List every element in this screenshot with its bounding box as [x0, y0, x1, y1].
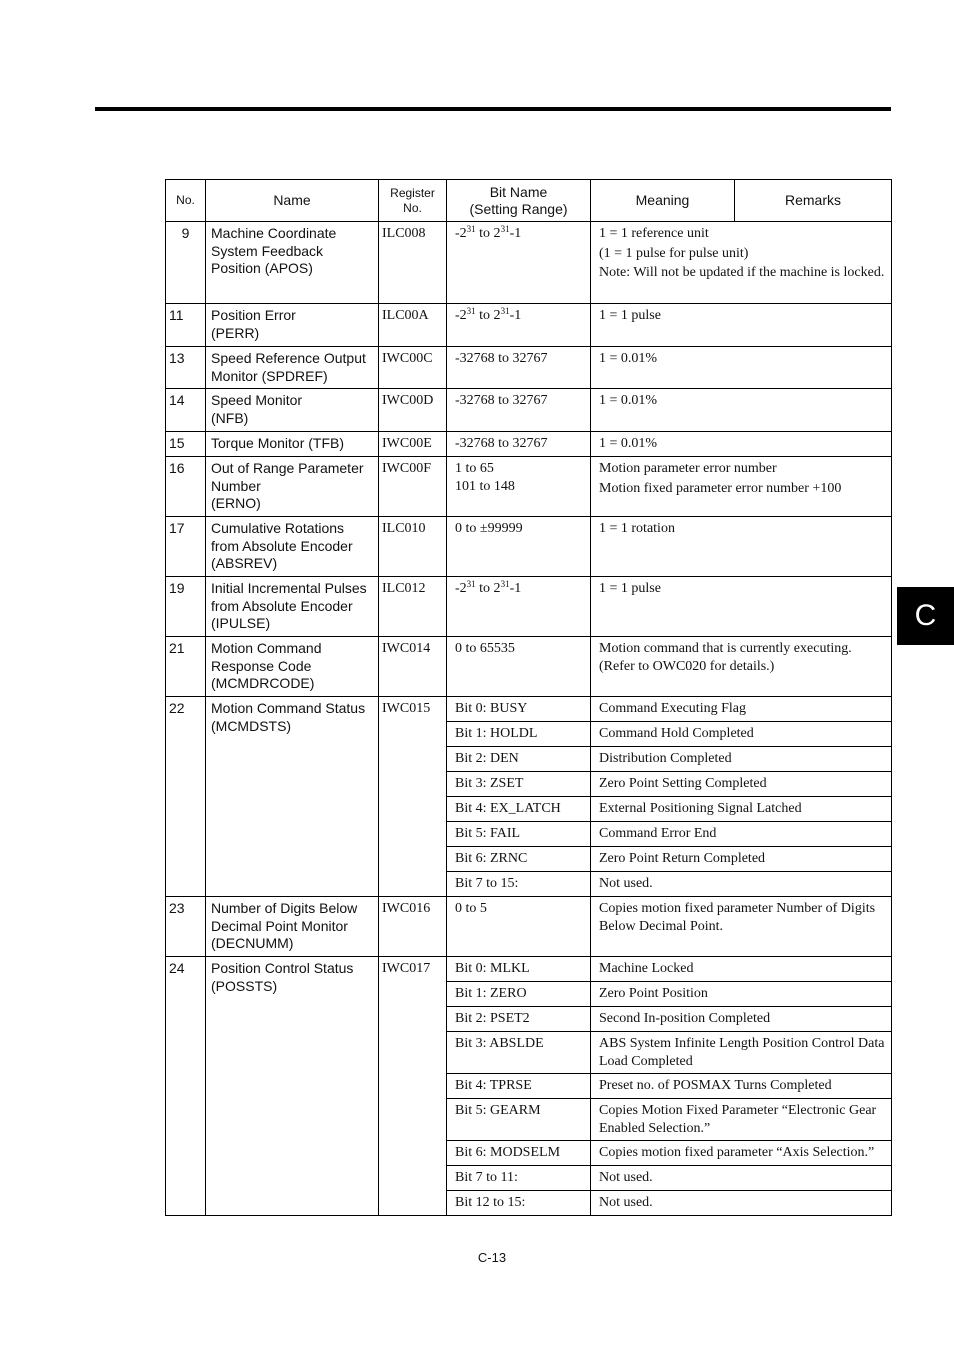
header-bit-line2: (Setting Range)	[469, 200, 568, 217]
bit-meaning: ABS System Infinite Length Position Control Data Load Completed	[591, 1032, 892, 1074]
meaning	[591, 457, 892, 517]
header-register-line1: Register	[390, 185, 435, 200]
bit-meaning: Not used.	[591, 872, 892, 897]
register-number: IWC00D	[379, 389, 447, 432]
header-register-line2: No.	[403, 200, 422, 215]
meaning: Copies motion fixed parameter Number of Digits Below Decimal Point.	[591, 897, 892, 957]
bit-name: Bit 7 to 15:	[447, 872, 591, 897]
meaning: 1 = 1 rotation	[591, 517, 892, 577]
meaning-line: (1 = 1 pulse for pulse unit)	[599, 245, 749, 261]
meaning-line: Motion fixed parameter error number +100	[599, 480, 842, 496]
setting-range	[447, 577, 591, 637]
bit-meaning: Machine Locked	[591, 957, 892, 982]
table-row	[166, 457, 892, 517]
register-name: Torque Monitor (TFB)	[206, 432, 379, 457]
row-number: 11	[166, 304, 206, 347]
bit-meaning: Command Error End	[591, 822, 892, 847]
bit-name: Bit 5: GEARM	[447, 1099, 591, 1141]
bit-name: Bit 7 to 11:	[447, 1166, 591, 1191]
range-exponent: 31	[500, 224, 510, 234]
bit-meaning: Second In-position Completed	[591, 1007, 892, 1032]
bit-meaning: Zero Point Return Completed	[591, 847, 892, 872]
row-number: 14	[166, 389, 206, 432]
row-number: 16	[166, 457, 206, 517]
row-number: 19	[166, 577, 206, 637]
header-bit-name	[447, 180, 591, 222]
setting-range	[447, 304, 591, 347]
bit-name: Bit 0: BUSY	[447, 697, 591, 722]
table-row	[166, 432, 892, 457]
top-rule	[95, 107, 891, 111]
range-tail: -1	[509, 581, 522, 596]
register-name: Speed Monitor (NFB)	[206, 389, 379, 432]
bit-name: Bit 1: ZERO	[447, 982, 591, 1007]
bit-meaning: Distribution Completed	[591, 747, 892, 772]
range-exponent: 31	[500, 579, 510, 589]
header-row	[166, 180, 892, 222]
row-number: 21	[166, 637, 206, 697]
row-number: 17	[166, 517, 206, 577]
meaning: Motion command that is currently executing. (Refer to OWC020 for details.)	[591, 637, 892, 697]
page-number: C-13	[477, 1250, 507, 1265]
register-name: Out of Range Parameter Number (ERNO)	[206, 457, 379, 517]
range-exponent: 31	[500, 306, 510, 316]
bit-meaning: Copies Motion Fixed Parameter “Electronic Gear Enabled Selection.”	[591, 1099, 892, 1141]
register-name: Speed Reference Output Monitor (SPDREF)	[206, 347, 379, 389]
bit-meaning: Not used.	[591, 1166, 892, 1191]
register-name: Machine Coordinate System Feedback Position (APOS)	[206, 222, 379, 304]
table-row	[166, 347, 892, 389]
bit-name: Bit 6: ZRNC	[447, 847, 591, 872]
register-number: ILC008	[379, 222, 447, 304]
range-tail: -1	[509, 308, 522, 323]
section-tab: C	[897, 587, 954, 645]
meaning-line: 1 = 1 reference unit	[599, 226, 709, 241]
range-base: -2	[455, 581, 467, 596]
header-meaning: Meaning	[591, 180, 735, 222]
meaning-line: Note: Will not be updated if the machine is locked.	[599, 265, 885, 280]
table-row	[166, 577, 892, 637]
range-exponent: 31	[466, 306, 476, 316]
register-number: IWC015	[379, 697, 447, 897]
register-number: IWC016	[379, 897, 447, 957]
bit-meaning: Zero Point Position	[591, 982, 892, 1007]
register-name: Motion Command Response Code (MCMDRCODE)	[206, 637, 379, 697]
register-number: IWC00F	[379, 457, 447, 517]
meaning: 1 = 0.01%	[591, 347, 892, 389]
register-number: ILC012	[379, 577, 447, 637]
setting-range: 0 to 65535	[447, 637, 591, 697]
bit-name: Bit 2: DEN	[447, 747, 591, 772]
meaning	[591, 222, 892, 304]
bit-name: Bit 5: FAIL	[447, 822, 591, 847]
register-name: Position Error (PERR)	[206, 304, 379, 347]
meaning-line: Motion parameter error number	[599, 461, 777, 476]
table-row	[166, 637, 892, 697]
register-number: IWC017	[379, 957, 447, 1216]
register-number: ILC00A	[379, 304, 447, 347]
register-number: ILC010	[379, 517, 447, 577]
meaning: 1 = 0.01%	[591, 389, 892, 432]
bit-meaning: Not used.	[591, 1191, 892, 1216]
range-to: to 2	[475, 581, 501, 596]
bit-name: Bit 4: TPRSE	[447, 1074, 591, 1099]
bit-meaning: Command Hold Completed	[591, 722, 892, 747]
bit-name: Bit 12 to 15:	[447, 1191, 591, 1216]
setting-range	[447, 222, 591, 304]
table-row	[166, 389, 892, 432]
range-tail: -1	[509, 226, 522, 241]
register-number: IWC00C	[379, 347, 447, 389]
register-number: IWC00E	[379, 432, 447, 457]
row-number: 13	[166, 347, 206, 389]
register-name: Number of Digits Below Decimal Point Monitor (DECNUMM)	[206, 897, 379, 957]
bit-meaning: External Positioning Signal Latched	[591, 797, 892, 822]
register-table	[165, 179, 892, 1216]
header-register	[379, 180, 447, 222]
table-row	[166, 304, 892, 347]
range-base: -2	[455, 226, 467, 241]
range-exponent: 31	[466, 224, 476, 234]
meaning: 1 = 1 pulse	[591, 304, 892, 347]
bit-name: Bit 4: EX_LATCH	[447, 797, 591, 822]
header-name: Name	[206, 180, 379, 222]
table-row	[166, 957, 892, 982]
table-row	[166, 517, 892, 577]
range-to: to 2	[475, 308, 501, 323]
row-number: 9	[166, 222, 206, 304]
table-row	[166, 697, 892, 722]
table-row	[166, 222, 892, 304]
bit-meaning: Command Executing Flag	[591, 697, 892, 722]
range-base: -2	[455, 308, 467, 323]
setting-range: -32768 to 32767	[447, 432, 591, 457]
table-row	[166, 897, 892, 957]
bit-name: Bit 1: HOLDL	[447, 722, 591, 747]
meaning: 1 = 1 pulse	[591, 577, 892, 637]
bit-name: Bit 2: PSET2	[447, 1007, 591, 1032]
setting-range: 0 to ±99999	[447, 517, 591, 577]
header-bit-line1: Bit Name	[489, 183, 548, 200]
row-number: 23	[166, 897, 206, 957]
bit-meaning: Copies motion fixed parameter “Axis Selection.”	[591, 1141, 892, 1166]
header-remarks: Remarks	[735, 180, 892, 222]
header-no: No.	[166, 180, 206, 222]
register-number: IWC014	[379, 637, 447, 697]
row-number: 15	[166, 432, 206, 457]
bit-meaning: Zero Point Setting Completed	[591, 772, 892, 797]
register-name: Initial Incremental Pulses from Absolute Encoder (IPULSE)	[206, 577, 379, 637]
setting-range: 0 to 5	[447, 897, 591, 957]
row-number: 24	[166, 957, 206, 1216]
bit-meaning: Preset no. of POSMAX Turns Completed	[591, 1074, 892, 1099]
bit-name: Bit 0: MLKL	[447, 957, 591, 982]
setting-range: -32768 to 32767	[447, 347, 591, 389]
meaning: 1 = 0.01%	[591, 432, 892, 457]
register-name: Cumulative Rotations from Absolute Encoder (ABSREV)	[206, 517, 379, 577]
bit-name: Bit 3: ABSLDE	[447, 1032, 591, 1074]
bit-name: Bit 6: MODSELM	[447, 1141, 591, 1166]
setting-range: 1 to 65 101 to 148	[447, 457, 591, 517]
register-name: Motion Command Status (MCMDSTS)	[206, 697, 379, 897]
register-name: Position Control Status (POSSTS)	[206, 957, 379, 1216]
range-to: to 2	[475, 226, 501, 241]
setting-range: -32768 to 32767	[447, 389, 591, 432]
row-number: 22	[166, 697, 206, 897]
bit-name: Bit 3: ZSET	[447, 772, 591, 797]
range-exponent: 31	[466, 579, 476, 589]
